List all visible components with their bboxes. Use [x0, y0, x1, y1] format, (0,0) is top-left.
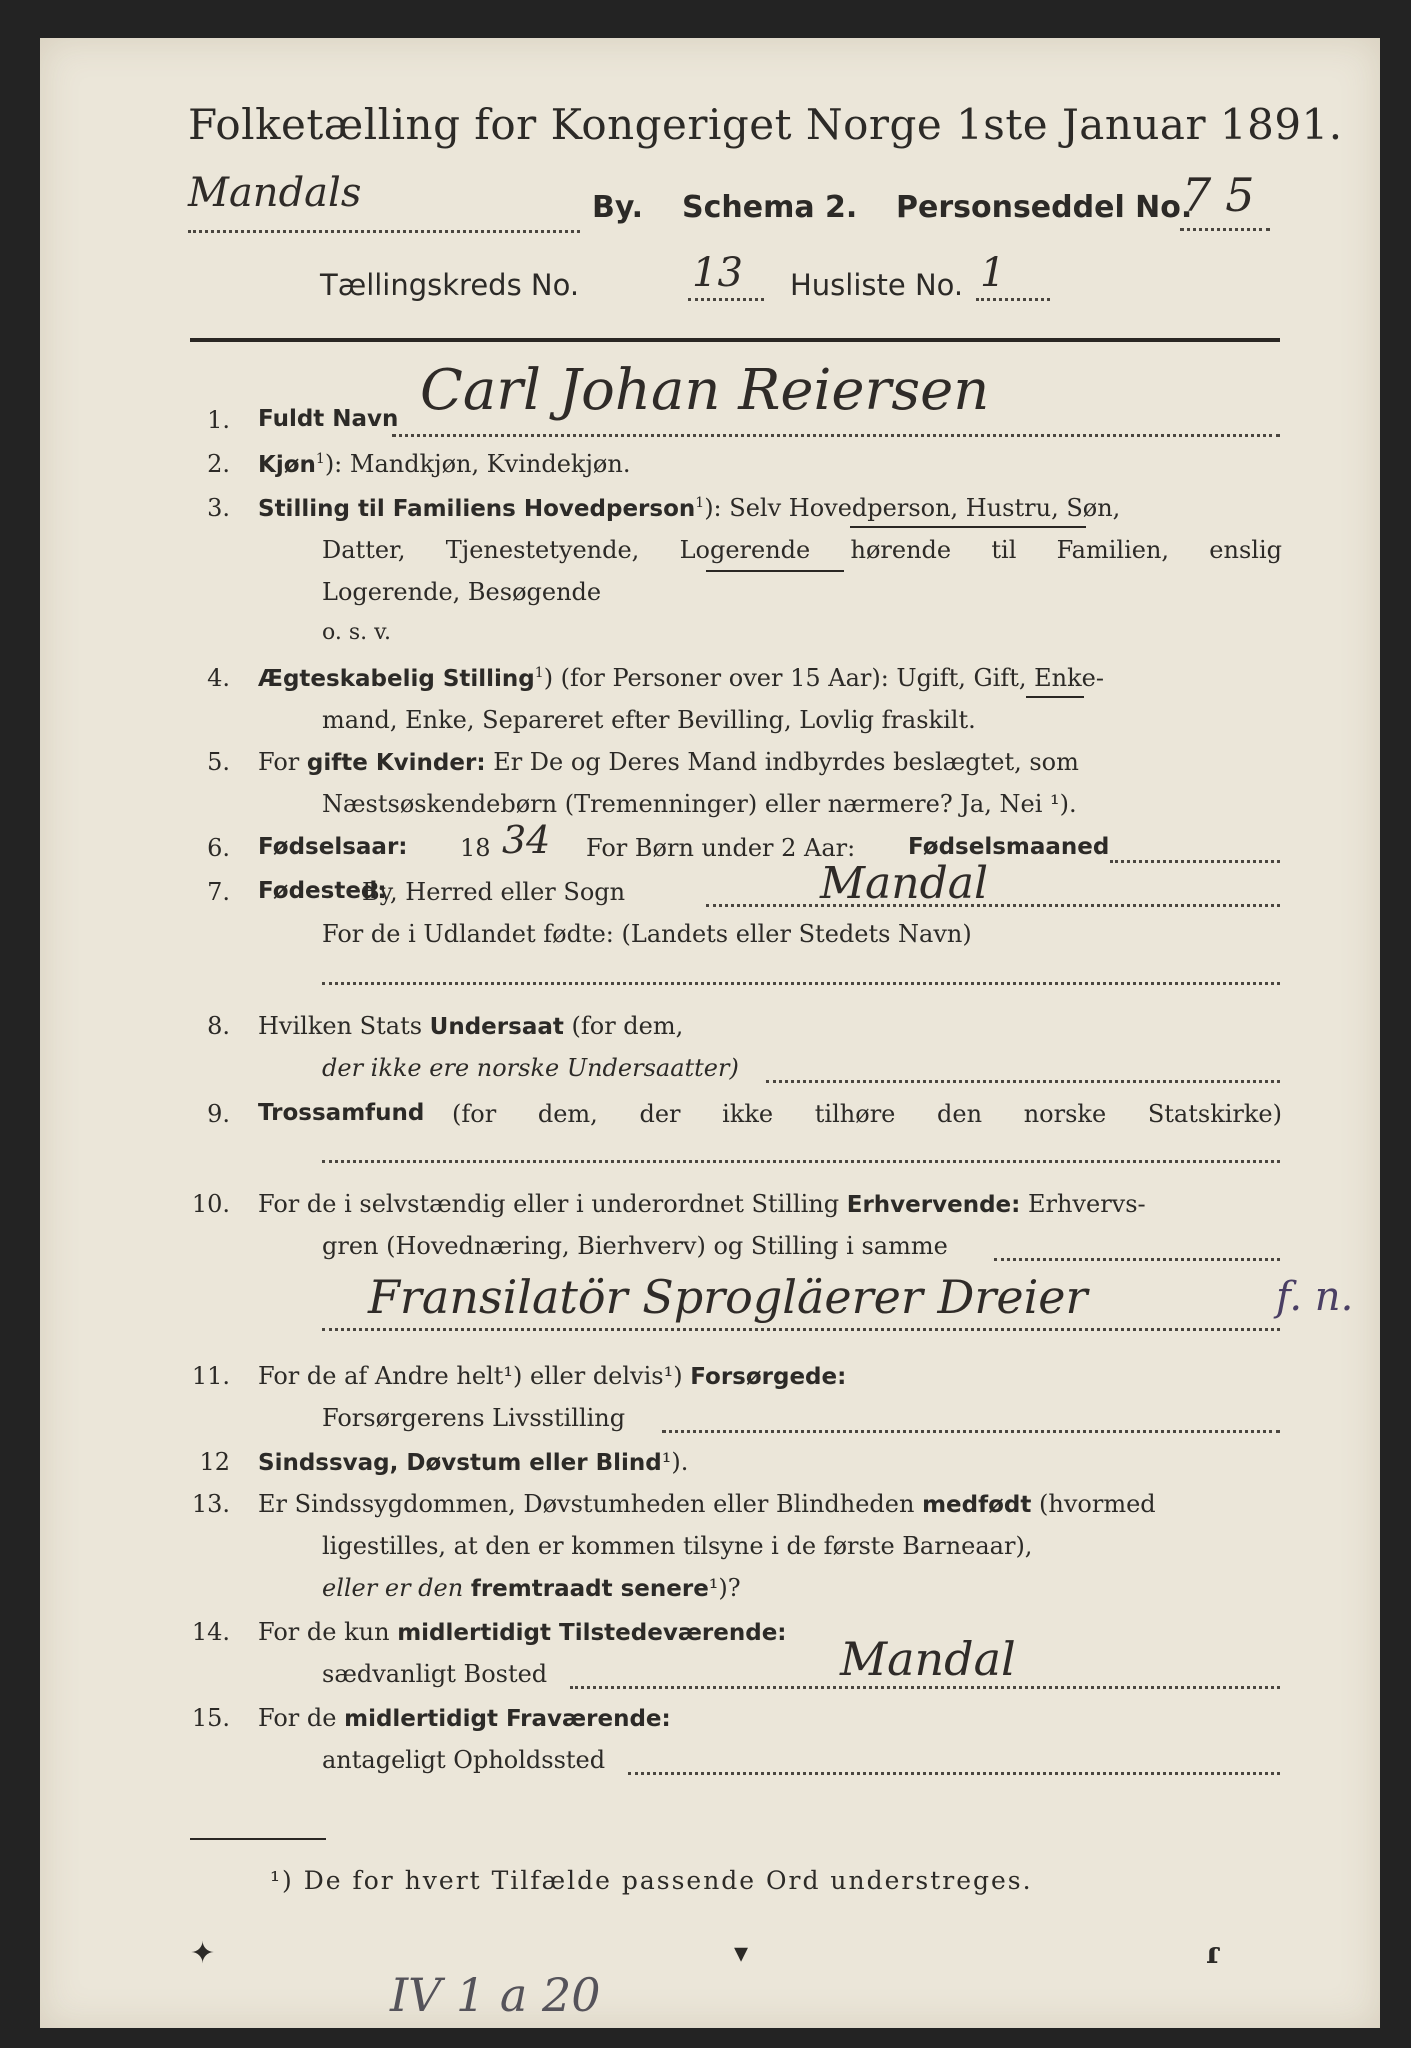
q10-line1: [258, 1190, 1146, 1218]
q10-line2: gren (Hovednæring, Bierhverv) og Stilling i samme: [322, 1232, 948, 1260]
q4-sup: 1: [534, 665, 544, 681]
q14-answer: Mandal: [840, 1632, 1016, 1686]
q4-label: Ægteskabelig Stilling: [258, 666, 535, 692]
q10-label: Erhvervende:: [846, 1192, 1021, 1218]
husliste-label: Husliste No.: [790, 268, 964, 302]
q7-dotted-line: [706, 904, 1280, 907]
q2-sup: 1: [315, 451, 325, 467]
q9-rest: (for dem, der ikke tilhøre den norske Statskirke): [452, 1100, 1282, 1128]
q14-label: midlertidigt Tilstedeværende:: [397, 1620, 787, 1646]
q13-number: 13.: [191, 1490, 230, 1518]
q8-line2: der ikke ere norske Undersaatter): [322, 1054, 739, 1082]
q12-label: Sindssvag, Døvstum eller Blind: [258, 1450, 662, 1476]
q13-line3-pre: eller er den: [322, 1574, 464, 1602]
q3-logerende-underline: [706, 570, 844, 572]
schema-label: Schema 2.: [682, 190, 858, 225]
q15-dotted-line: [628, 1772, 1280, 1775]
q8-dotted-line: [766, 1080, 1280, 1083]
q5-line1: [258, 748, 1282, 776]
q11-line1-text: For de af Andre helt¹) eller delvis¹): [258, 1362, 683, 1390]
q3-line4: o. s. v.: [322, 620, 391, 645]
q7-number: 7.: [207, 878, 230, 906]
q4-line1: [258, 664, 1104, 692]
q13-line2: ligestilles, at den er kommen tilsyne i de første Barneaar),: [322, 1532, 1033, 1560]
census-form-page: [40, 38, 1380, 2028]
q6-year-answer: 34: [502, 818, 551, 862]
q7-line2: For de i Udlandet fødte: (Landets eller Stedets Navn): [322, 920, 972, 948]
q7-dotted-line2: [322, 982, 1280, 985]
binding-mark-center: ▾: [734, 1936, 749, 1969]
q11-label: Forsørgede:: [690, 1364, 847, 1390]
q14-line1: [258, 1618, 787, 1646]
q9-dotted-line: [322, 1160, 1280, 1163]
q11-dotted-line: [662, 1430, 1280, 1433]
binding-mark-left: ✦: [190, 1936, 216, 1971]
q1-label: Fuldt Navn: [258, 406, 399, 432]
q5-line1-rest: Er De og Deres Mand indbyrdes beslægtet, som: [493, 748, 1079, 776]
q12-number: 12: [199, 1448, 230, 1476]
q14-dotted-line: [570, 1686, 1280, 1689]
personseddel-number: 75: [1182, 168, 1269, 222]
q5-label-pre: For: [258, 748, 300, 776]
q1-number: 1.: [207, 406, 230, 434]
form-title: Folketælling for Kongeriget Norge 1ste Januar 1891.: [188, 100, 1343, 149]
q13-line1-pre: Er Sindssygdommen, Døvstumheden eller Blindheden: [258, 1490, 915, 1518]
q1-dotted-line: [392, 434, 1280, 437]
q9-number: 9.: [207, 1100, 230, 1128]
q11-line1: [258, 1362, 846, 1390]
q13-line1-rest: (hvormed: [1039, 1490, 1156, 1518]
q3-hovedperson-underline: [850, 526, 1086, 528]
q4-ugift-underline: [1026, 696, 1084, 698]
q13-line3: [322, 1574, 741, 1602]
q15-line1-pre: For de: [258, 1704, 337, 1732]
q2-number: 2.: [207, 450, 230, 478]
q14-line2: sædvanligt Bosted: [322, 1660, 548, 1688]
q3-sup: 1: [695, 495, 705, 511]
q7-rest: By, Herred eller Sogn: [362, 878, 626, 906]
q15-number: 15.: [191, 1704, 230, 1732]
personseddel-label: Personseddel No.: [896, 190, 1193, 225]
header-rule: [190, 338, 1280, 342]
q8-line1: [258, 1012, 683, 1040]
q2-rest: ): Mandkjøn, Kvindekjøn.: [324, 450, 631, 478]
q3-line1-rest: ): Selv Hovedperson, Hustru, Søn,: [704, 494, 1121, 522]
q6-year-prefix: 18: [460, 834, 491, 862]
q13-line3-rest: ¹)?: [708, 1574, 741, 1602]
q8-label: Undersaat: [429, 1014, 564, 1040]
q3-line2: Datter, Tjenestetyende, Logerende hørende til Familien, enslig: [322, 536, 1282, 564]
q10-dotted-line2: [322, 1328, 1280, 1331]
q1-answer-name: Carl Johan Reiersen: [420, 358, 990, 423]
q2-label: Kjøn: [258, 452, 316, 478]
q14-line1-pre: For de kun: [258, 1618, 390, 1646]
q13-label: medfødt: [922, 1492, 1032, 1518]
q14-number: 14.: [191, 1618, 230, 1646]
q12-rest: ¹).: [661, 1448, 689, 1476]
q3-number: 3.: [207, 494, 230, 522]
q8-number: 8.: [207, 1012, 230, 1040]
town-dotted-line: [188, 230, 580, 233]
town-handwritten: Mandals: [188, 170, 362, 216]
q11-line2: Forsørgerens Livsstilling: [322, 1404, 626, 1432]
q3-line3: Logerende, Besøgende: [322, 578, 602, 606]
archive-mark: IV 1 a 20: [390, 1968, 601, 2022]
q5-line2: Næstsøskendebørn (Tremenninger) eller nærmere? Ja, Nei ¹).: [322, 790, 1077, 818]
q4-line1-rest: ) (for Personer over 15 Aar): Ugift, Gift, Enke-: [543, 664, 1104, 692]
q7-label: Fødested:: [258, 878, 387, 904]
q13-line1: [258, 1490, 1156, 1518]
q10-dotted-line: [994, 1258, 1280, 1261]
q11-number: 11.: [191, 1362, 230, 1390]
taellingskreds-label: Tællingskreds No.: [320, 268, 580, 302]
q4-line2: mand, Enke, Separeret efter Bevilling, Lovlig fraskilt.: [322, 706, 976, 734]
q6-number: 6.: [207, 834, 230, 862]
q2-line: [258, 450, 630, 478]
q8-line1-pre: Hvilken Stats: [258, 1012, 423, 1040]
q3-label: Stilling til Familiens Hovedperson: [258, 496, 696, 522]
q15-line1: [258, 1704, 671, 1732]
q10-line1-pre: For de i selvstændig eller i underordnet Stilling: [258, 1190, 840, 1218]
taellingskreds-number: 13: [692, 250, 743, 296]
q12-line: [258, 1448, 688, 1476]
q8-line1-rest: (for dem,: [571, 1012, 684, 1040]
husliste-number: 1: [980, 250, 1006, 296]
footnote-rule: [190, 1838, 326, 1840]
q5-number: 5.: [207, 748, 230, 776]
q10-margin-note: f. n.: [1276, 1274, 1354, 1320]
q4-number: 4.: [207, 664, 230, 692]
q9-label: Trossamfund: [258, 1100, 425, 1126]
q13-label2: fremtraadt senere: [470, 1576, 709, 1602]
q15-line2: antageligt Opholdssted: [322, 1746, 606, 1774]
taellingskreds-dotted-line: [688, 298, 764, 301]
q6-label2: Fødselsmaaned: [908, 834, 1110, 860]
q5-label: gifte Kvinder:: [306, 750, 486, 776]
q10-line1-rest: Erhvervs-: [1027, 1190, 1146, 1218]
q10-number: 10.: [191, 1190, 230, 1218]
husliste-dotted-line: [976, 298, 1050, 301]
binding-mark-right: ɾ: [1206, 1936, 1220, 1971]
by-label: By.: [592, 190, 644, 225]
personseddel-dotted-line: [1180, 228, 1270, 231]
footnote: ¹) De for hvert Tilfælde passende Ord understreges.: [270, 1866, 1033, 1895]
q6-rest: For Børn under 2 Aar:: [586, 834, 856, 862]
q6-dotted-line: [1110, 860, 1280, 863]
q10-answer-occupation: Fransilatör Sprogläerer Dreier: [368, 1270, 1088, 1324]
q3-line1: [258, 494, 1120, 522]
q15-label: midlertidigt Fraværende:: [344, 1706, 671, 1732]
q6-label: Fødselsaar:: [258, 834, 408, 860]
q7-answer: Mandal: [820, 858, 989, 909]
